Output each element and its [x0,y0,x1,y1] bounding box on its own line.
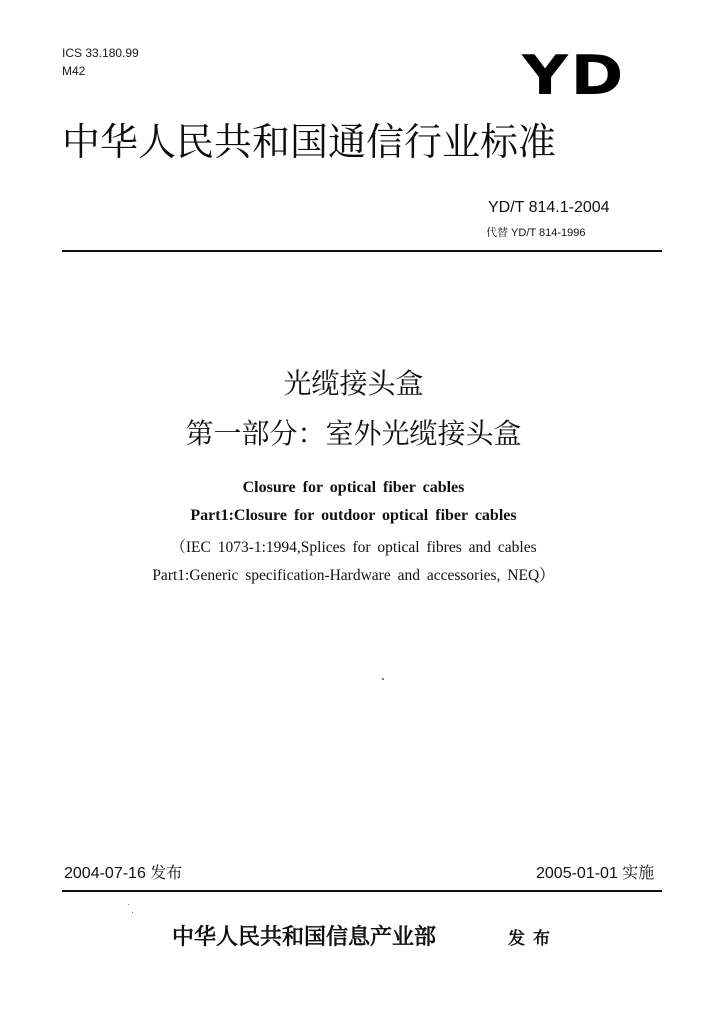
scan-speck [128,904,129,905]
cn-title-line1: 光缆接头盒 [283,367,424,400]
header-divider [62,250,662,252]
en-title-line2: Part1:Closure for outdoor optical fiber cables [190,507,517,524]
issuing-authority: 中华人民共和国信息产业部 [172,925,437,950]
replaces-note: 代替 YD/T 814-1996 [486,227,586,239]
en-title-line1: Closure for optical fiber cables [242,479,465,496]
standard-title: 中华人民共和国通信行业标准 [62,120,557,164]
ccs-code: M42 [62,64,86,78]
scan-speck [132,912,133,913]
footer-divider [62,890,662,892]
cn-title-line2: 第一部分：室外光缆接头盒 [185,417,522,450]
yd-logo: YD [522,44,626,107]
scan-speck [382,678,384,680]
implement-date: 2005-01-01 实施 [536,865,655,882]
ics-code: ICS 33.180.99 [62,46,139,60]
iec-reference-line1: （IEC 1073-1:1994,Splices for optical fibres and cables [170,539,537,556]
iec-reference-line2: Part1:Generic specification-Hardware and accessories, NEQ） [152,567,555,584]
issuing-authority-suffix: 发布 [508,929,558,949]
publish-date: 2004-07-16 发布 [64,865,183,882]
standard-number: YD/T 814.1-2004 [488,199,610,216]
